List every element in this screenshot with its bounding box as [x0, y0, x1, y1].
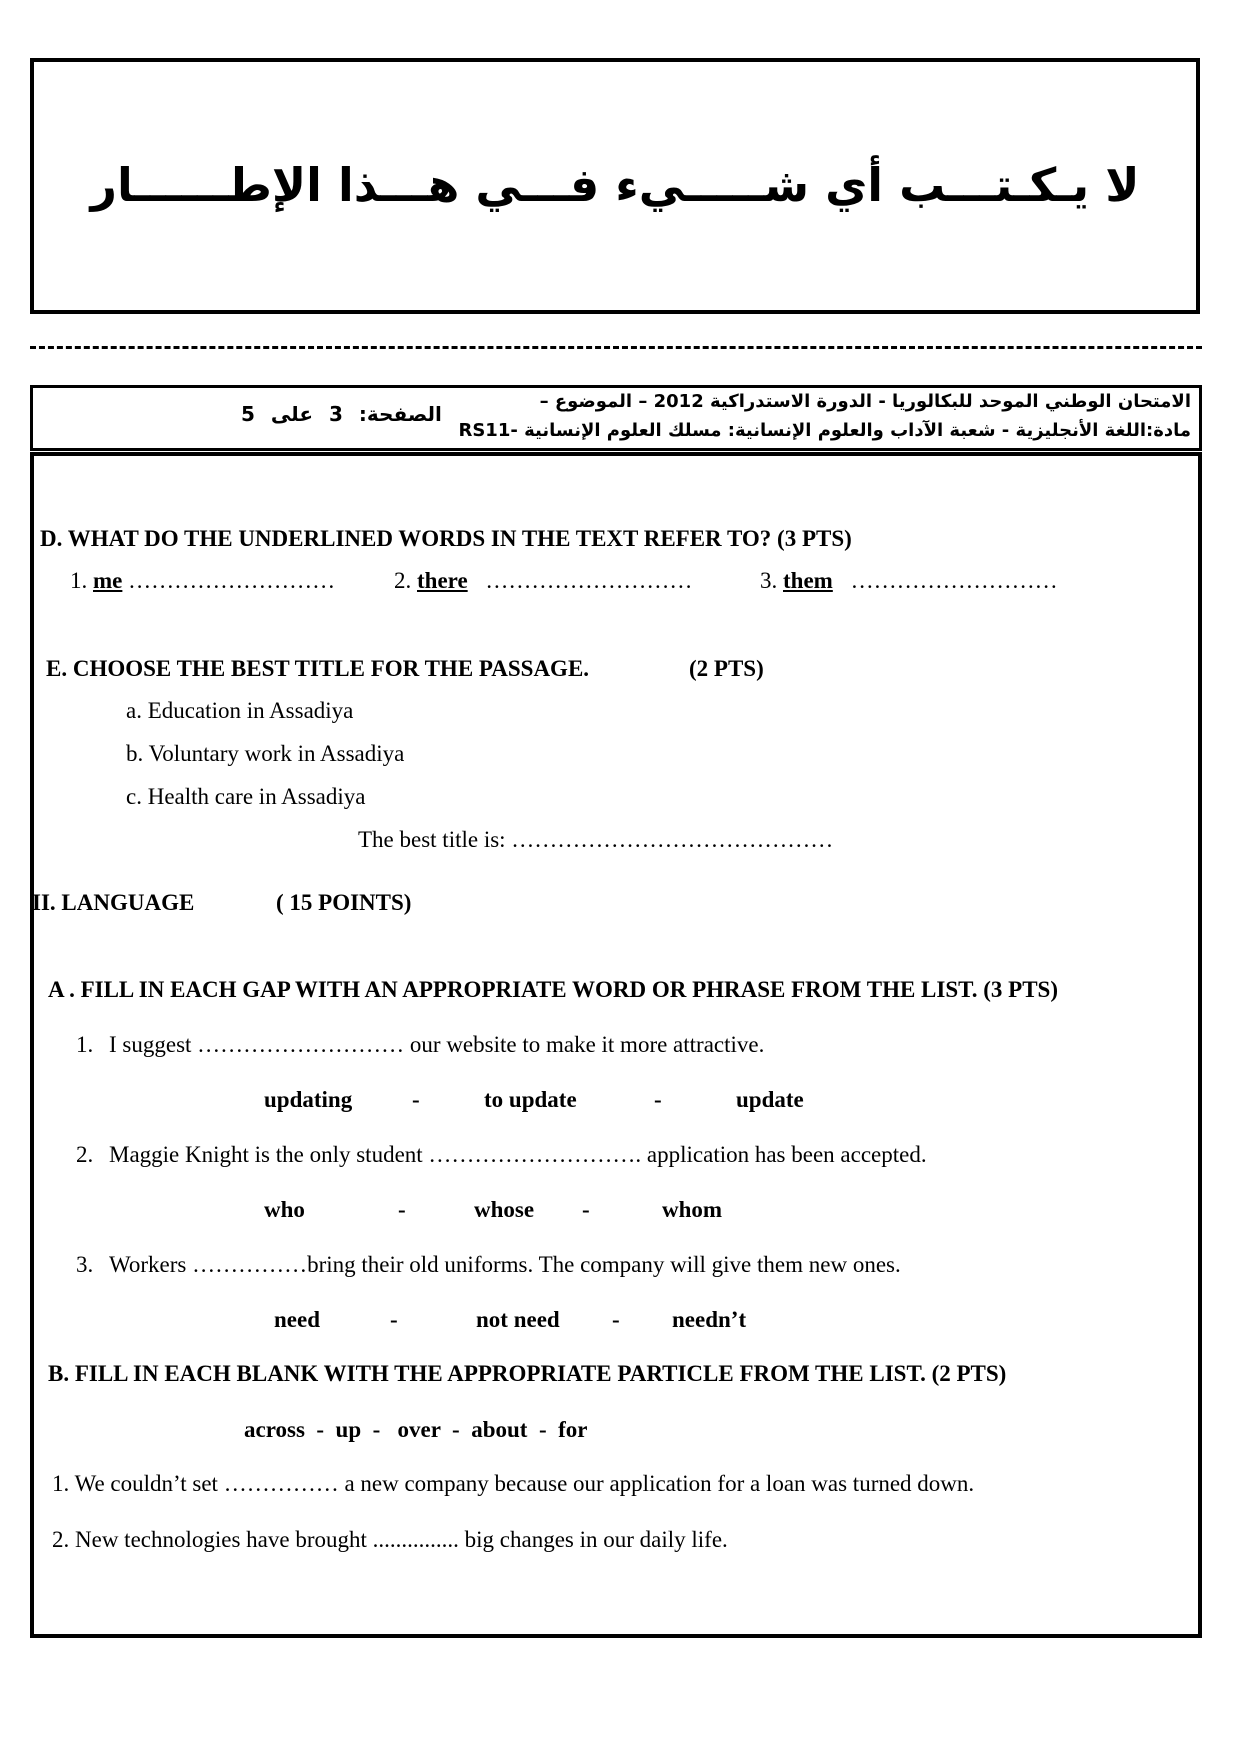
- option-separator: -: [612, 1307, 620, 1332]
- section-a-q2: 2. Maggie Knight is the only student ………………………. application has been accepted.: [76, 1142, 927, 1167]
- option-separator: -: [582, 1197, 590, 1222]
- option-word: not need: [476, 1307, 560, 1332]
- underlined-word-there: there: [417, 568, 468, 593]
- option-separator: -: [390, 1307, 398, 1332]
- option-separator: -: [654, 1087, 662, 1112]
- section-d-title: D. WHAT DO THE UNDERLINED WORDS IN THE TEXT REFER TO? (3 PTS): [40, 526, 852, 551]
- page-indicator: [233, 402, 450, 426]
- answer-blank: ………………………: [850, 568, 1058, 593]
- section-e-title: E. CHOOSE THE BEST TITLE FOR THE PASSAGE.: [46, 656, 590, 681]
- section-a-q1: 1. I suggest ……………………… our website to make it more attractive.: [76, 1032, 765, 1057]
- answer-blank: ………………………: [128, 568, 336, 593]
- exam-content-box: [30, 452, 1202, 1638]
- do-not-write-box: [30, 58, 1200, 314]
- option-separator: -: [412, 1087, 420, 1112]
- title-option-c: c. Health care in Assadiya: [126, 784, 366, 809]
- page-total: 5: [241, 402, 255, 426]
- language-section-points: ( 15 POINTS): [276, 890, 412, 915]
- section-b-title: B. FILL IN EACH BLANK WITH THE APPROPRIATE PARTICLE FROM THE LIST. (2 PTS): [48, 1361, 1007, 1386]
- particle-list: across - up - over - about - for: [244, 1417, 588, 1442]
- section-b-q1: 1. We couldn’t set …………… a new company because our application for a loan was turned down.: [52, 1471, 975, 1496]
- section-d-item-3: 3. them ………………………: [760, 568, 1058, 593]
- do-not-write-notice: لا يـكـتـــب أي شـــــيء فـــي هـــذا الإطــــــار: [90, 158, 1140, 212]
- section-e-points: (2 PTS): [689, 656, 764, 681]
- title-option-b: b. Voluntary work in Assadiya: [126, 741, 405, 766]
- section-a-q3: 3. Workers ……………bring their old uniforms. The company will give them new ones.: [76, 1252, 901, 1277]
- underlined-word-me: me: [93, 568, 123, 593]
- page-label: الصفحة:: [358, 402, 442, 426]
- cut-line-divider: [30, 346, 1202, 349]
- section-d-item-1: 1. me ………………………: [70, 568, 336, 593]
- section-b-q2: 2. New technologies have brought ............... big changes in our daily life.: [52, 1527, 728, 1552]
- page-of-label: على: [270, 402, 313, 426]
- section-d-item-2: 2. there ………………………: [394, 568, 693, 593]
- language-section-title: II. LANGUAGE: [32, 890, 195, 915]
- option-word: to update: [484, 1087, 577, 1112]
- option-word: need: [274, 1307, 320, 1332]
- option-word: updating: [264, 1087, 353, 1112]
- option-word: whose: [474, 1197, 535, 1222]
- best-title-answer-line: The best title is: ……………………………………: [358, 827, 834, 852]
- title-option-a: a. Education in Assadiya: [126, 698, 354, 723]
- exam-header-line2: مادة:اللغة الأنجليزية - شعبة الآداب والعلوم الإنسانية: مسلك العلوم الإنسانية -RS11: [458, 420, 1191, 441]
- option-separator: -: [398, 1197, 406, 1222]
- option-word: whom: [662, 1197, 723, 1222]
- page-number: 3: [328, 402, 343, 426]
- exam-header: [30, 385, 1202, 451]
- option-word: update: [736, 1087, 804, 1112]
- option-word: needn’t: [672, 1307, 747, 1332]
- section-a-title: A . FILL IN EACH GAP WITH AN APPROPRIATE WORD OR PHRASE FROM THE LIST. (3 PTS): [48, 977, 1059, 1002]
- option-word: who: [264, 1197, 305, 1222]
- exam-header-line1: الامتحان الوطني الموحد للبكالوريا - الدورة الاستدراكية 2012 – الموضوع –: [539, 391, 1191, 412]
- answer-blank: ………………………: [485, 568, 693, 593]
- underlined-word-them: them: [783, 568, 833, 593]
